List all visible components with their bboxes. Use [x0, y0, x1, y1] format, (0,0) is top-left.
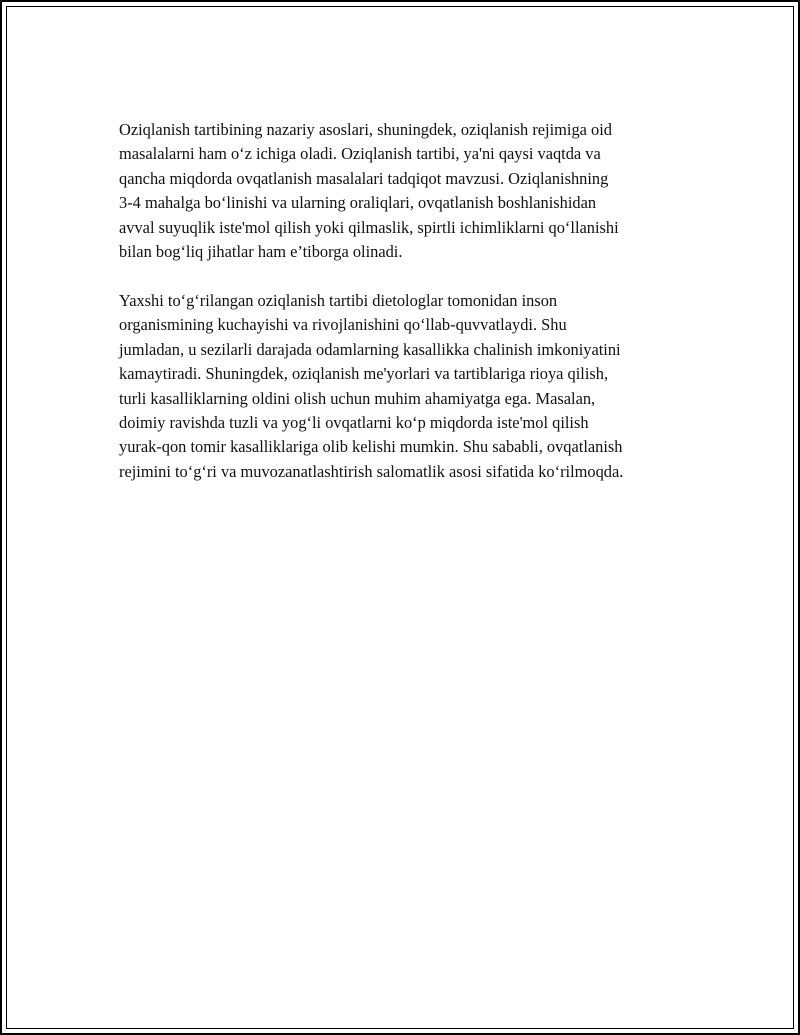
text-line: kamaytiradi. Shuningdek, oziqlanish me'yorlari va tartiblariga rioya qilish, — [119, 364, 609, 384]
text-line: jumladan, u sezilarli darajada odamlarning kasallikka chalinish imkoniyatini — [119, 339, 621, 359]
text-line: organismining kuchayishi va rivojlanishini qo‘llab-quvvatlaydi. Shu — [119, 315, 567, 335]
text-line: Oziqlanish tartibining nazariy asoslari, shuningdek, oziqlanish rejimiga oid — [119, 120, 612, 139]
paragraph-spacer — [119, 264, 699, 289]
text-line: yurak-qon tomir kasalliklariga olib kelishi mumkin. Shu sababli, ovqatlanish — [119, 437, 623, 457]
text-line: bilan bog‘liq jihatlar ham e’tiborga olinadi. — [119, 242, 403, 262]
text-line: doimiy ravishda tuzli va yog‘li ovqatlarni ko‘p miqdorda iste'mol qilish — [119, 413, 589, 433]
paragraph-2 — [119, 289, 699, 484]
text-line: rejimini to‘g‘ri va muvozanatlashtirish salomatlik asosi sifatida ko‘rilmoqda. — [119, 461, 624, 481]
text-line: Yaxshi to‘g‘rilangan oziqlanish tartibi dietologlar tomonidan inson — [119, 291, 558, 311]
text-line: 3-4 mahalga bo‘linishi va ularning oraliqlari, ovqatlanish boshlanishidan — [119, 193, 597, 213]
document-body — [119, 118, 699, 484]
text-line: turli kasalliklarning oldini olish uchun muhim ahamiyatga ega. Masalan, — [119, 388, 596, 408]
text-line: avval suyuqlik iste'mol qilish yoki qilmaslik, spirtli ichimliklarni qo‘llanishi — [119, 217, 619, 237]
paragraph-1 — [119, 118, 699, 264]
text-line: masalalarni ham o‘z ichiga oladi. Oziqlanish tartibi, ya'ni qaysi vaqtda va — [119, 144, 601, 164]
text-line: qancha miqdorda ovqatlanish masalalari tadqiqot mavzusi. Oziqlanishning — [119, 168, 609, 188]
